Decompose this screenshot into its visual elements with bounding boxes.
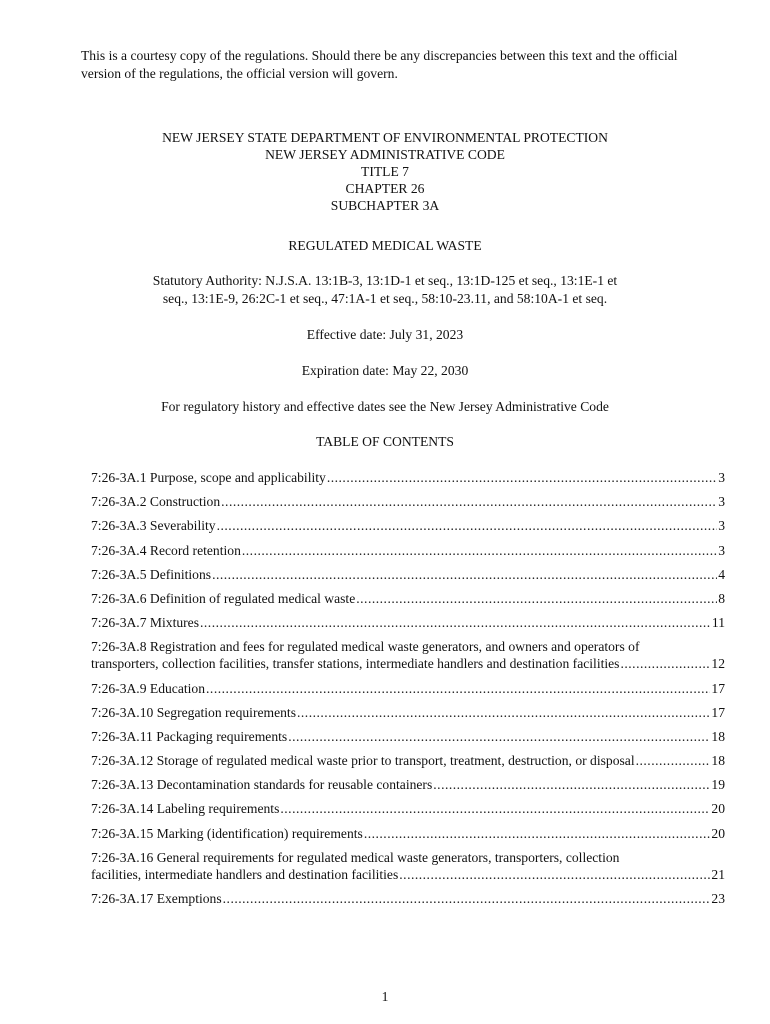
toc-entry-row (91, 866, 725, 883)
toc-dot-leader (217, 517, 718, 534)
toc-entry-label: facilities, intermediate handlers and destination facilities (91, 866, 399, 882)
toc-entry[interactable] (91, 638, 725, 672)
toc-dot-leader (636, 752, 711, 769)
code-name: NEW JERSEY ADMINISTRATIVE CODE (265, 147, 505, 162)
toc-entry[interactable] (91, 849, 725, 883)
toc-entry-label: 7:26-3A.7 Mixtures (91, 615, 199, 631)
toc-entry-row (91, 542, 725, 559)
toc-entry-row (91, 590, 725, 607)
toc-entry[interactable] (91, 800, 725, 817)
toc-entry-row (91, 517, 725, 534)
toc-heading: TABLE OF CONTENTS (316, 434, 454, 449)
page-number: 1 (381, 989, 389, 1004)
statutory-authority (110, 272, 660, 308)
toc-entry-label: 7:26-3A.3 Severability (91, 518, 216, 534)
toc-entry-page: 12 (711, 656, 725, 672)
toc-entry[interactable] (91, 752, 725, 769)
toc-entry-label: 7:26-3A.11 Packaging requirements (91, 728, 288, 744)
toc-entry-row (91, 469, 725, 486)
toc-entry[interactable] (91, 566, 725, 583)
toc-entry-page: 3 (718, 542, 725, 558)
toc-entry[interactable] (91, 590, 725, 607)
toc-entry[interactable] (91, 890, 725, 907)
subject-title: REGULATED MEDICAL WASTE (288, 238, 482, 253)
toc-entry-row (91, 655, 725, 672)
toc-dot-leader (223, 890, 711, 907)
toc-entry-label: 7:26-3A.6 Definition of regulated medical waste (91, 590, 356, 606)
department-name: NEW JERSEY STATE DEPARTMENT OF ENVIRONMENTAL PROTECTION (162, 130, 608, 145)
toc-entry-label: 7:26-3A.4 Record retention (91, 542, 241, 558)
toc-dot-leader (297, 704, 710, 721)
toc-dot-leader (364, 825, 711, 842)
toc-entry-label: 7:26-3A.1 Purpose, scope and applicability (91, 470, 326, 485)
toc-entry-label: 7:26-3A.2 Construction (91, 494, 221, 510)
toc-entry-label: transporters, collection facilities, transfer stations, intermediate handlers and destination facilities (91, 656, 620, 672)
toc-entry-first-line: 7:26-3A.16 General requirements for regulated medical waste generators, transporters, collection (91, 849, 620, 865)
toc-entry-row (91, 614, 725, 631)
toc-entry-page: 17 (711, 704, 725, 720)
toc-entry[interactable] (91, 614, 725, 631)
toc-entry-row (91, 890, 725, 907)
toc-entry-page: 3 (718, 494, 725, 510)
toc-entry[interactable] (91, 728, 725, 745)
document-header (0, 129, 770, 214)
authority-line-1: Statutory Authority: N.J.S.A. 13:1B-3, 13:1D-1 et seq., 13:1D-125 et seq., 13:1E-1 et (152, 273, 618, 288)
expiration-date: Expiration date: May 22, 2030 (301, 363, 469, 378)
toc-entry-label: 7:26-3A.13 Decontamination standards for reusable containers (91, 777, 433, 793)
toc-entry-row (91, 776, 725, 793)
toc-entry-page: 18 (711, 728, 725, 744)
toc-entry-page: 21 (711, 866, 725, 882)
toc-entry-row (91, 493, 725, 510)
history-note: For regulatory history and effective dates see the New Jersey Administrative Code (161, 399, 609, 414)
title-number: TITLE 7 (361, 164, 409, 179)
toc-dot-leader (221, 493, 717, 510)
toc-dot-leader (288, 728, 710, 745)
toc-entry[interactable] (91, 776, 725, 793)
toc-entry[interactable] (91, 493, 725, 510)
toc-entry-page: 18 (711, 753, 725, 769)
courtesy-notice: This is a courtesy copy of the regulations. Should there be any discrepancies between this text and the official version of the regulations, the official version will govern. (81, 48, 678, 81)
toc-entry-row (91, 728, 725, 745)
toc-entry-page: 19 (711, 777, 725, 793)
chapter-number: CHAPTER 26 (345, 181, 425, 196)
authority-line-2: seq., 13:1E-9, 26:2C-1 et seq., 47:1A-1 et seq., 58:10-23.11, and 58:10A-1 et seq. (162, 291, 608, 306)
toc-entry-label: 7:26-3A.12 Storage of regulated medical waste prior to transport, treatment, destruction, or disposal (91, 753, 635, 769)
toc-entry-row (91, 752, 725, 769)
table-of-contents (91, 469, 725, 914)
toc-entry-row (91, 704, 725, 721)
toc-dot-leader (242, 542, 717, 559)
toc-dot-leader (399, 866, 710, 883)
toc-dot-leader (212, 566, 717, 583)
toc-dot-leader (620, 655, 710, 672)
toc-entry[interactable] (91, 704, 725, 721)
toc-entry-label: 7:26-3A.14 Labeling requirements (91, 801, 280, 817)
toc-dot-leader (206, 680, 710, 697)
toc-entry-page: 8 (718, 590, 725, 606)
toc-entry-page: 20 (711, 825, 725, 841)
toc-entry-label: 7:26-3A.10 Segregation requirements (91, 704, 296, 720)
toc-entry-page: 3 (718, 518, 725, 534)
toc-dot-leader (356, 590, 717, 607)
toc-entry-row (91, 825, 725, 842)
toc-dot-leader (433, 776, 710, 793)
toc-entry-page: 17 (711, 680, 725, 696)
toc-entry-row (91, 680, 725, 697)
toc-entry-label: 7:26-3A.15 Marking (identification) requirements (91, 825, 363, 841)
toc-dot-leader (327, 469, 717, 486)
toc-entry-row (91, 800, 725, 817)
toc-entry[interactable] (91, 825, 725, 842)
toc-entry[interactable] (91, 542, 725, 559)
toc-entry-label: 7:26-3A.17 Exemptions (91, 891, 222, 906)
effective-date: Effective date: July 31, 2023 (306, 327, 464, 342)
toc-dot-leader (200, 614, 711, 631)
toc-entry-page: 3 (718, 470, 725, 485)
subchapter-number: SUBCHAPTER 3A (330, 198, 440, 213)
toc-entry-label: 7:26-3A.9 Education (91, 680, 206, 696)
toc-entry-first-line: 7:26-3A.8 Registration and fees for regulated medical waste generators, and owners and operators of (91, 639, 640, 655)
toc-entry-label: 7:26-3A.5 Definitions (91, 566, 212, 582)
toc-entry-page: 11 (711, 615, 725, 631)
toc-entry-page: 4 (718, 566, 725, 582)
toc-entry-page: 20 (711, 801, 725, 817)
toc-entry-page: 23 (711, 891, 725, 906)
toc-entry-row (91, 566, 725, 583)
toc-entry[interactable] (91, 469, 725, 486)
toc-entry[interactable] (91, 680, 725, 697)
toc-dot-leader (280, 800, 710, 817)
toc-entry[interactable] (91, 517, 725, 534)
